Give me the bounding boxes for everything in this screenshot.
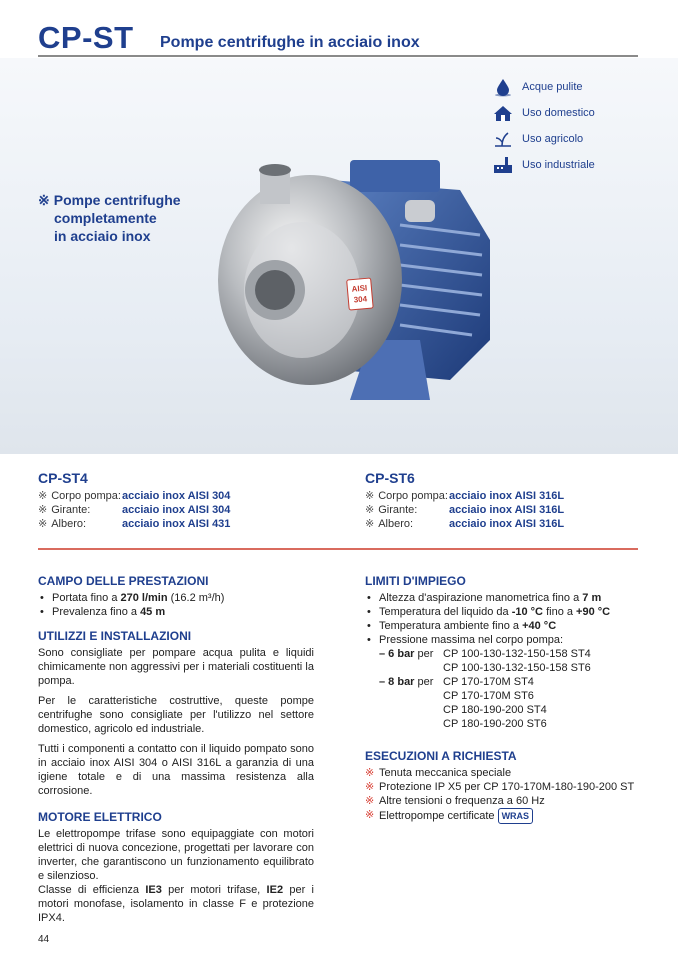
section-title-utilizzi: UTILIZZI E INSTALLAZIONI [38,629,192,643]
section-title-motore: MOTORE ELETTRICO [38,810,162,824]
paragraph: Classe di efficienza IE3 per motori trifase, IE2 per i motori monofase, isolamento in classe F e protezione IPX4. [38,884,314,924]
model-cp-st4 [38,470,230,531]
bullet-item: • Prevalenza fino a 45 m [38,605,314,619]
paragraph: Le elettropompe trifase sono equipaggiate con motori elettrici di nuova concezione, progettati per lavorare con inverter, che garantiscono un funzionamento equilibrato e silenzioso. [38,828,314,882]
pressure-row: – 6 bar per CP 100-130-132-150-158 ST4 [379,648,591,660]
water-drop-icon [490,77,516,97]
usage-item: Uso agricolo [490,126,640,152]
spec-row: ※ Corpo pompa: acciaio inox AISI 304 [38,489,230,503]
section-title-campo: CAMPO DELLE PRESTAZIONI [38,574,209,588]
bullet-item: • Portata fino a 270 l/min (16.2 m³/h) [38,591,314,605]
house-icon [490,103,516,123]
pressure-row: CP 100-130-132-150-158 ST6 [443,662,591,674]
right-column [365,574,641,824]
section-divider [38,548,638,550]
usage-item: Acque pulite [490,74,640,100]
wras-logo: WRAS [498,808,534,824]
usage-item: Uso domestico [490,100,640,126]
usage-item: Uso industriale [490,152,640,178]
spec-row: ※ Corpo pompa: acciaio inox AISI 316L [365,489,564,503]
bullet-item: • Pressione massima nel corpo pompa: [365,633,641,647]
pump-image [210,150,500,420]
paragraph: Per le caratteristiche costruttive, queste pompe centrifughe sono consigliate per l'utilizzo nel settore domestico, agricolo ed industriale. [38,695,314,735]
spec-row: ※ Girante: acciaio inox AISI 304 [38,503,230,517]
option-item: ※ Tenuta meccanica speciale [365,766,641,780]
spec-row: ※ Albero: acciaio inox AISI 431 [38,517,230,531]
bullet-item: • Temperatura del liquido da -10 °C fino a +90 °C [365,605,641,619]
header-rule [38,55,638,57]
bullet-item: • Altezza d'aspirazione manometrica fino a 7 m [365,591,641,605]
product-claim: ※ Pompe centrifughe completamente in acciaio inox [38,192,181,244]
section-title-limiti: LIMITI D'IMPIEGO [365,574,466,588]
usage-list [490,74,640,178]
pressure-row: – 8 bar per CP 170-170M ST4 [379,676,534,688]
paragraph: Sono consigliate per pompare acqua pulita e liquidi chimicamente non aggressivi per i materiali costituenti la pompa. [38,647,314,687]
model-title: CP-ST4 [38,470,88,486]
pressure-row: CP 180-190-200 ST4 [443,704,547,716]
product-code: CP-ST [38,20,134,55]
aisi-badge-line1: AISI [351,283,368,294]
option-item: ※ Protezione IP X5 per CP 170-170M-180-190-200 ST [365,780,641,794]
option-item: ※ Altre tensioni o frequenza a 60 Hz [365,794,641,808]
pressure-row: CP 170-170M ST6 [443,690,534,702]
bullet-item: • Temperatura ambiente fino a +40 °C [365,619,641,633]
pressure-row: CP 180-190-200 ST6 [443,718,547,730]
option-item: ※ Elettropompe certificate WRAS [365,808,641,824]
model-cp-st6 [365,470,564,531]
aisi-badge-line2: 304 [353,294,368,305]
plant-icon [490,129,516,149]
left-column [38,574,314,931]
page-title: Pompe centrifughe in acciaio inox [160,34,420,51]
page-number: 44 [38,934,50,945]
spec-row: ※ Albero: acciaio inox AISI 316L [365,517,564,531]
spec-row: ※ Girante: acciaio inox AISI 316L [365,503,564,517]
section-title-esecuzioni: ESECUZIONI A RICHIESTA [365,749,517,763]
model-title: CP-ST6 [365,470,415,486]
page-header [38,20,638,60]
paragraph: Tutti i componenti a contatto con il liquido pompato sono in acciaio inox AISI 304 o AISI 316L a garanzia di una igiene totale e di una massima resistenza alla corrosione. [38,743,314,797]
